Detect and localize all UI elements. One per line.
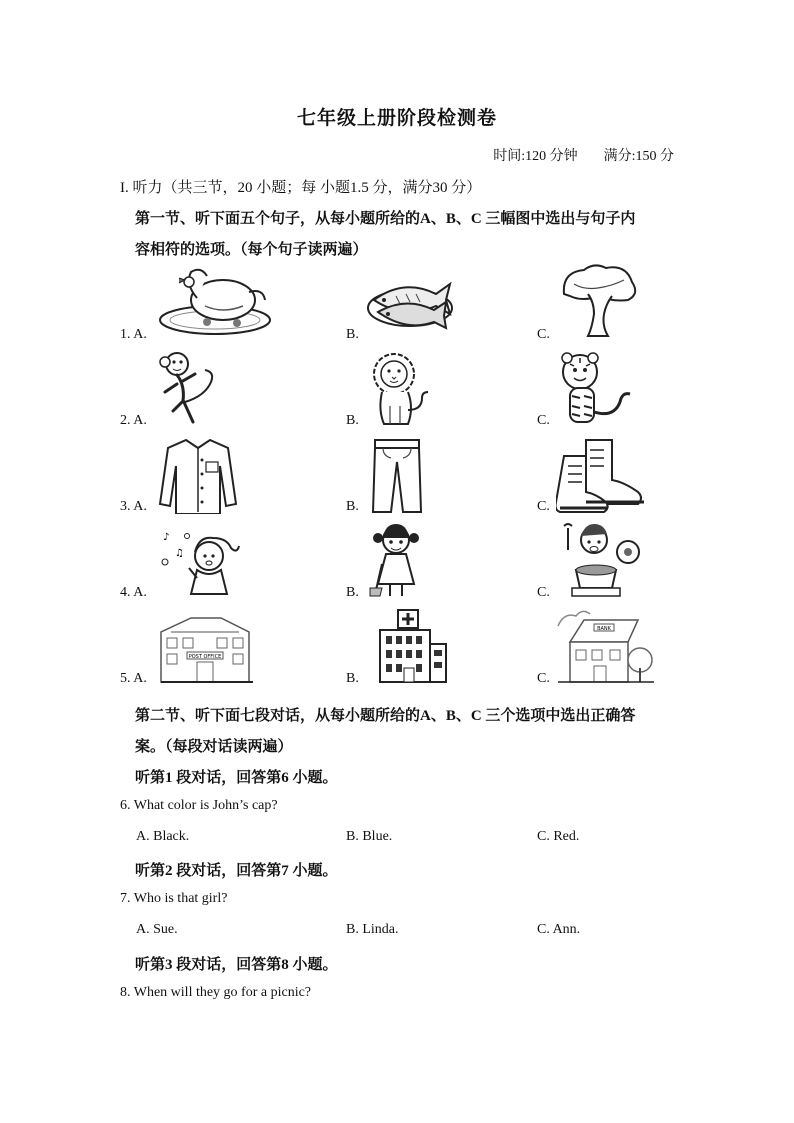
q2-option-a-label: 2. A. [120, 413, 147, 428]
q4-option-b-label: B. [346, 585, 359, 600]
exam-time: 时间:120 分钟 [493, 149, 578, 164]
q5-option-a-label: 5. A. [120, 671, 147, 686]
q1-option-b-label: B. [346, 327, 359, 342]
svg-text:POST OFFICE: POST OFFICE [188, 654, 222, 660]
bank-icon [556, 606, 654, 684]
exam-meta [493, 145, 674, 165]
part2-instructions-2: 案。（每段对话读两遍） [135, 739, 293, 755]
dialog-2-intro: 听第2 段对话，回答第7 小题。 [135, 863, 338, 879]
q1-option-c-label: C. [537, 327, 550, 342]
part1-instructions-1: 第一节、听下面五个句子，从每小题所给的A、B、C 三幅图中选出与句子内 [135, 211, 636, 227]
fish-plate-icon [366, 270, 454, 334]
svg-text:♫: ♫ [175, 548, 184, 559]
lion-icon [366, 350, 434, 428]
q3-option-c-label: C. [537, 499, 550, 514]
hospital-icon [376, 608, 450, 684]
shirt-icon [158, 436, 238, 514]
q2-option-c-label: C. [537, 413, 550, 428]
mushroom-icon [558, 264, 640, 338]
tiger-icon [558, 350, 636, 428]
question-7: 7. Who is that girl? [120, 891, 228, 906]
boy-cooking-icon [558, 522, 642, 598]
q4-option-c-label: C. [537, 585, 550, 600]
q7-option-c: C. Ann. [537, 922, 581, 937]
boots-icon [556, 436, 648, 514]
q4-option-a-label: 4. A. [120, 585, 147, 600]
svg-text:BANK: BANK [597, 626, 611, 632]
question-8: 8. When will they go for a picnic? [120, 985, 312, 1000]
part2-instructions-1: 第二节、听下面七段对话，从每小题所给的A、B、C 三个选项中选出正确答 [135, 708, 636, 724]
pants-icon [369, 438, 425, 514]
post-office-icon [157, 608, 253, 684]
svg-text:♪: ♪ [163, 532, 170, 543]
girl-singing-icon [157, 526, 243, 598]
q7-option-a: A. Sue. [136, 922, 178, 937]
q3-option-a-label: 3. A. [120, 499, 147, 514]
girl-sweeping-icon [366, 522, 426, 598]
monkey-icon [157, 350, 225, 428]
section-heading: I. 听力（共三节，20 小题；每 小题1.5 分，满分30 分） [120, 180, 482, 196]
q7-option-b: B. Linda. [346, 922, 399, 937]
q6-option-b: B. Blue. [346, 829, 393, 844]
q6-option-c: C. Red. [537, 829, 580, 844]
q1-option-a-label: 1. A. [120, 327, 147, 342]
q5-option-b-label: B. [346, 671, 359, 686]
page-title: 七年级上册阶段检测卷 [296, 108, 497, 129]
dialog-3-intro: 听第3 段对话，回答第8 小题。 [135, 957, 338, 973]
roast-chicken-icon [157, 262, 273, 336]
part1-instructions-2: 容相符的选项。（每个句子读两遍） [135, 242, 368, 258]
dialog-1-intro: 听第1 段对话，回答第6 小题。 [135, 770, 338, 786]
q5-option-c-label: C. [537, 671, 550, 686]
q3-option-b-label: B. [346, 499, 359, 514]
exam-score: 满分:150 分 [603, 149, 674, 164]
question-6: 6. What color is John’s cap? [120, 798, 278, 813]
q6-option-a: A. Black. [136, 829, 190, 844]
q2-option-b-label: B. [346, 413, 359, 428]
